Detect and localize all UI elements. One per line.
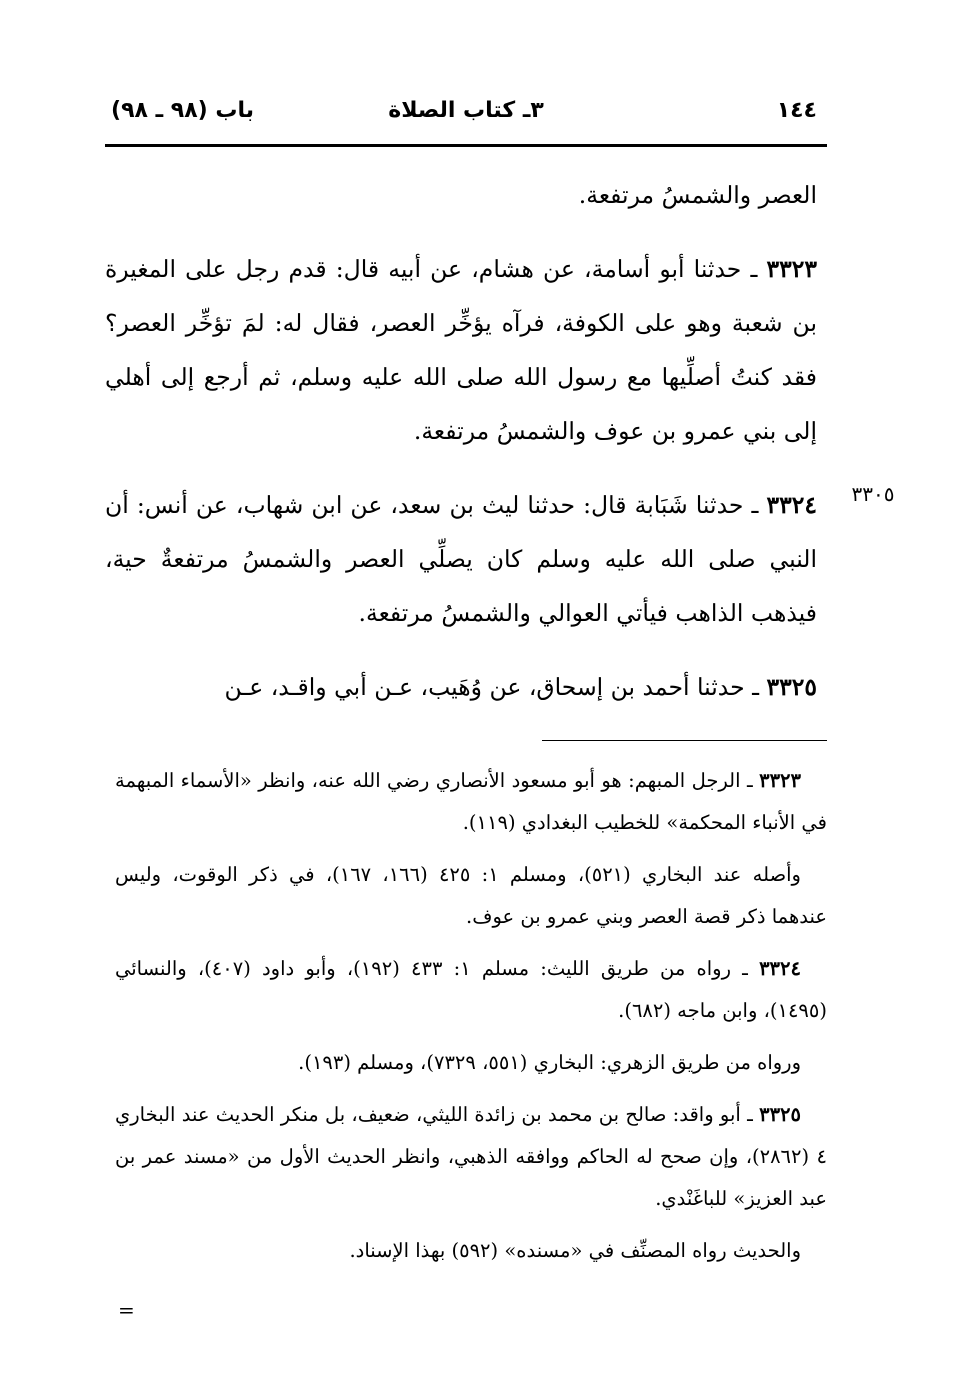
footnote-3325-continued: والحديث رواه المصنِّف في «مسنده» (٥٩٢) بهذا الإسناد. — [349, 1239, 801, 1262]
footnotes — [115, 760, 827, 1272]
hadith-number: ٣٣٢٤ — [766, 491, 817, 519]
header-rule — [105, 144, 827, 147]
footnote-3324 — [115, 948, 827, 1032]
hadith-text: ـ حدثنا أحمد بن إسحاق، عن وُهَيب، عـن أبي واقـد، عـن — [224, 673, 767, 701]
continuation-mark: = — [118, 1298, 135, 1322]
chapter-label: باب (٩٨ ـ ٩٨) — [111, 98, 254, 123]
hadith-text: ـ حدثنا أبو أسامة، عن هشام، عن أبيه قال: قدم رجل على المغيرة بن شعبة وهو على الكوفة، فرآه يؤخِّر العصر، فقال له: لمَ تؤخِّر العصر؟ فقد كنتُ أصلِّيها مع رسول الله صلى الله عليه وسلم، ثم أرجع إلى أهلي إلى بني عمرو بن عوف والشمسُ مرتفعة. — [105, 255, 817, 445]
margin-reference: ٣٣٠٥ — [851, 482, 895, 506]
footnote-3325 — [115, 1094, 827, 1220]
hadith-3323 — [105, 242, 817, 458]
book-title: ٣ـ كتاب الصلاة — [388, 98, 544, 123]
footnote-number: ٣٣٢٣ — [759, 769, 801, 792]
main-text — [105, 168, 817, 714]
footnote-number: ٣٣٢٥ — [759, 1103, 801, 1126]
page-header — [105, 92, 827, 136]
footnote-3323-continued: وأصله عند البخاري (٥٢١)، ومسلم ١: ٤٢٥ (١٦٦، ١٦٧)، في ذكر الوقوت، وليس عندهما ذكر قصة العصر وبني عمرو بن عوف. — [115, 863, 827, 928]
footnote-3324-continued: ورواه من طريق الزهري: البخاري (٥٥١، ٧٣٢٩)، ومسلم (١٩٣). — [298, 1051, 801, 1074]
hadith-3325 — [105, 660, 817, 714]
footnote-text: ـ أبو واقد: صالح بن محمد بن زائدة الليثي، ضعيف، بل منكر الحديث عند البخاري ٤ (٢٨٦٢)، وإن صحح له الحاكم ووافقه الذهبي، وانظر الحديث الأول من «مسند عمر بن عبد العزيز» للباغَنْدي. — [115, 1103, 827, 1210]
footnote-3323 — [115, 760, 827, 844]
footnote-number: ٣٣٢٤ — [759, 957, 801, 980]
hadith-3324 — [105, 478, 817, 640]
hadith-number: ٣٣٢٣ — [766, 255, 817, 283]
footnote-text: ـ رواه من طريق الليث: مسلم ١: ٤٣٣ (١٩٢)، وأبو داود (٤٠٧)، والنسائي (١٤٩٥)، وابن ماجه (٦٨٢). — [115, 957, 827, 1022]
footnote-text: ـ الرجل المبهم: هو أبو مسعود الأنصاري رضي الله عنه، وانظر «الأسماء المبهمة في الأنباء المحكمة» للخطيب البغدادي (١١٩). — [115, 769, 827, 834]
footnote-rule — [542, 740, 827, 741]
hadith-text: ـ حدثنا شَبَابة قال: حدثنا ليث بن سعد، عن ابن شهاب، عن أنس: أن النبي صلى الله عليه وسلم كان يصلِّي العصر والشمسُ مرتفعةٌ حية، فيذهب الذاهب فيأتي العوالي والشمسُ مرتفعة. — [105, 491, 817, 627]
continuation-paragraph: العصر والشمسُ مرتفعة. — [578, 181, 817, 209]
page-number: ١٤٤ — [776, 98, 817, 123]
hadith-number: ٣٣٢٥ — [766, 673, 817, 701]
